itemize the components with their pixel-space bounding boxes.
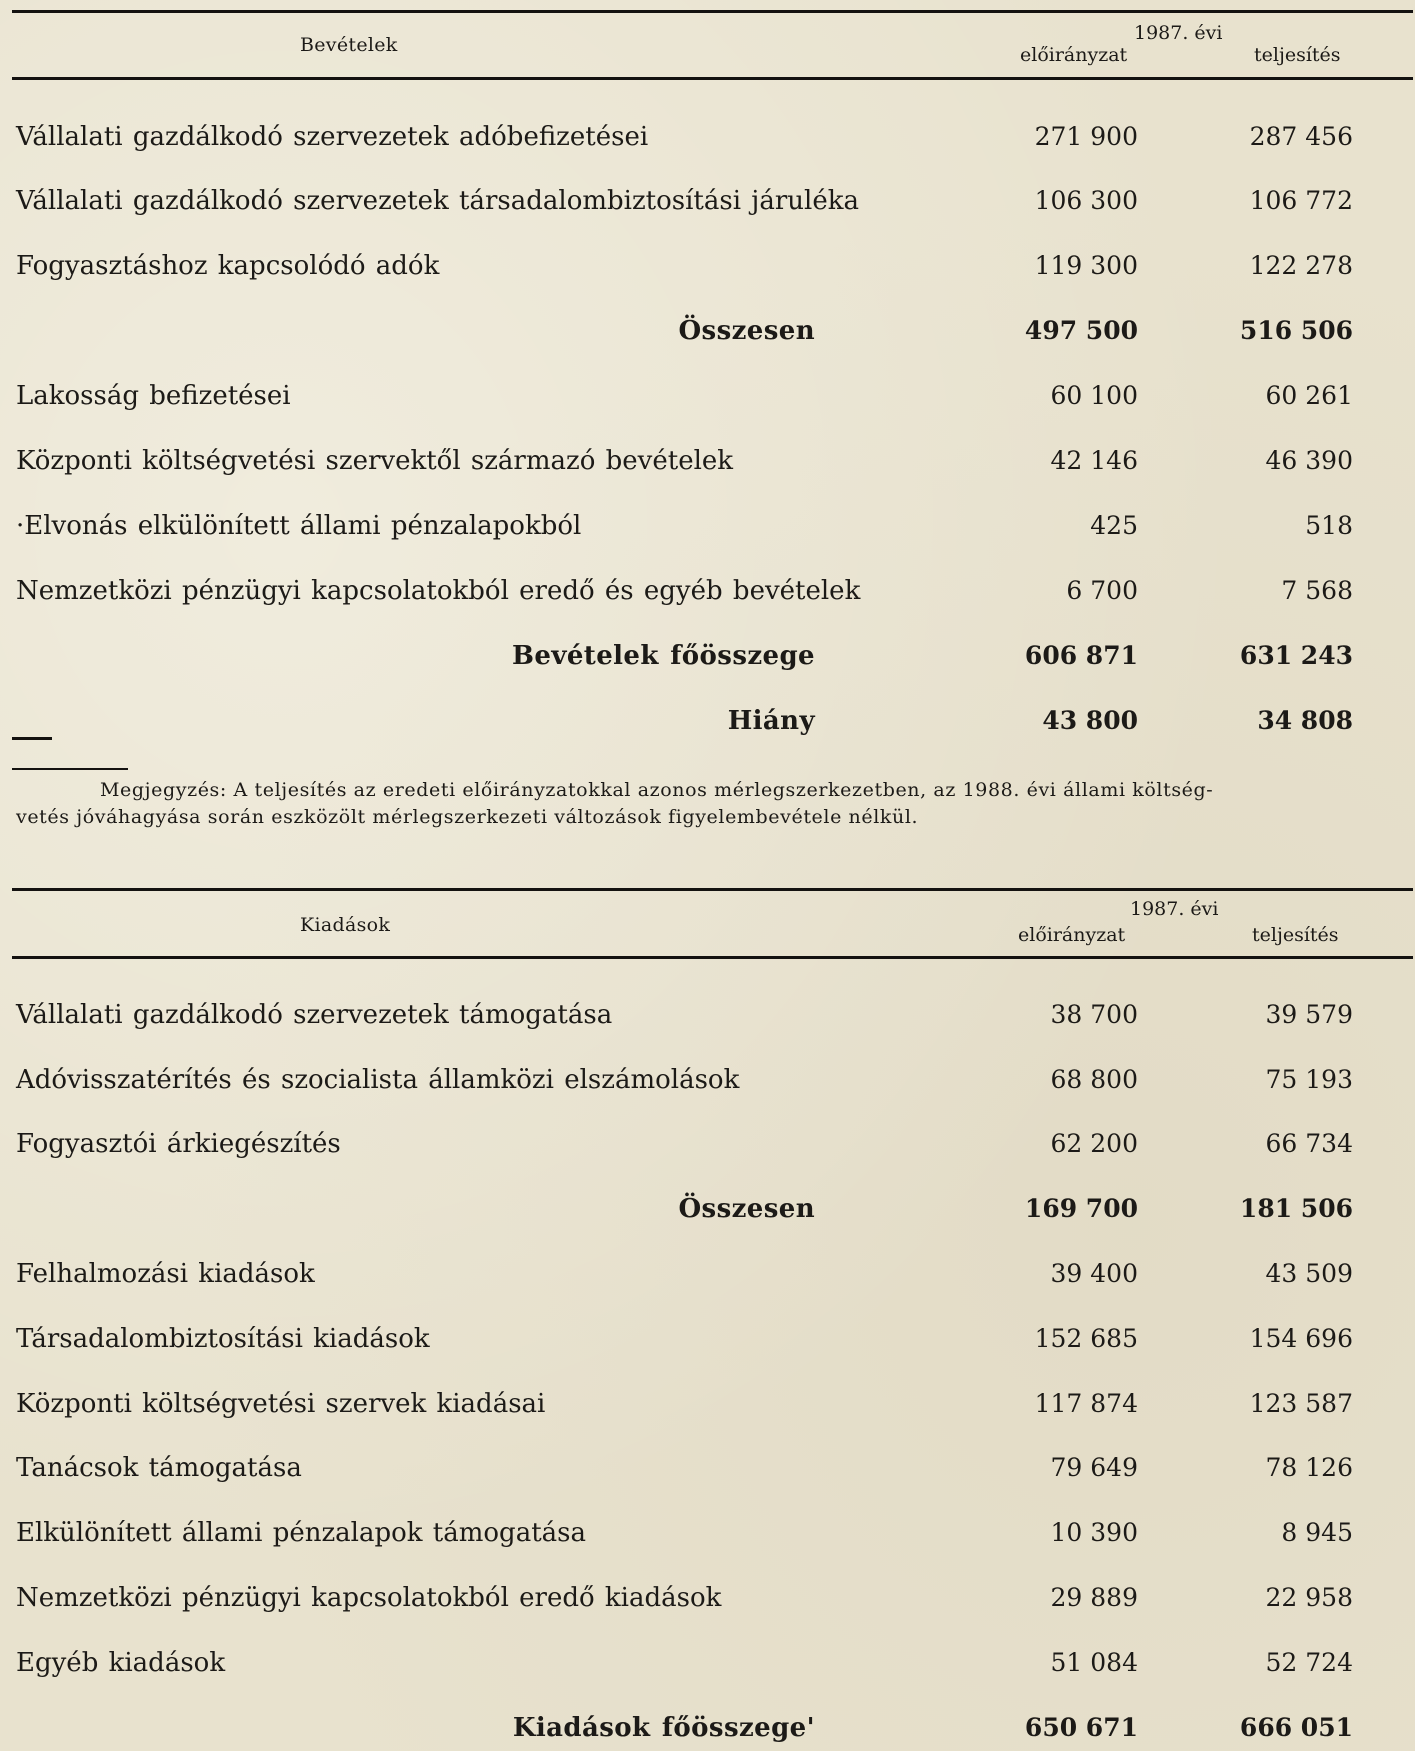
actual-value: 22 958	[1265, 1583, 1353, 1612]
expenditure-top-rule	[12, 888, 1413, 891]
expenditure-row	[0, 1060, 1415, 1100]
total-label: Hiány	[727, 706, 815, 736]
actual-value: 7 568	[1281, 576, 1353, 605]
actual-value: 78 126	[1265, 1453, 1353, 1482]
expenditure-row	[0, 1643, 1415, 1683]
row-label: ·Elvonás elkülönített állami pénzalapokból	[16, 511, 582, 541]
revenue-row	[0, 441, 1415, 481]
actual-value: 39 579	[1265, 1000, 1353, 1029]
appropriation-value: 39 400	[1050, 1259, 1138, 1288]
appropriation-value: 68 800	[1050, 1065, 1138, 1094]
appropriation-value: 606 871	[1024, 641, 1138, 670]
row-label: Adóvisszatérítés és szocialista államközi elszámolások	[16, 1065, 740, 1095]
expenditure-row	[0, 1124, 1415, 1164]
actual-value: 106 772	[1249, 186, 1353, 215]
expenditure-col1-header: előirányzat	[1018, 924, 1126, 946]
revenue-col1-header: előirányzat	[1020, 44, 1128, 66]
actual-value: 8 945	[1281, 1518, 1353, 1547]
row-label: Tanácsok támogatása	[16, 1453, 302, 1483]
row-label: Felhalmozási kiadások	[16, 1259, 315, 1289]
revenue-year-header: 1987. évi	[1134, 22, 1223, 44]
actual-value: 154 696	[1249, 1324, 1353, 1353]
revenue-section-header: Bevételek	[300, 34, 398, 56]
revenue-top-rule	[12, 10, 1413, 13]
actual-value: 75 193	[1265, 1065, 1353, 1094]
footnote	[16, 777, 1386, 831]
row-label: Társadalombiztosítási kiadások	[16, 1324, 430, 1354]
actual-value: 516 506	[1239, 316, 1353, 345]
appropriation-value: 117 874	[1034, 1389, 1138, 1418]
actual-value: 60 261	[1265, 381, 1353, 410]
expenditure-section-header: Kiadások	[300, 914, 391, 936]
appropriation-value: 60 100	[1050, 381, 1138, 410]
appropriation-value: 29 889	[1050, 1583, 1138, 1612]
actual-value: 122 278	[1249, 251, 1353, 280]
appropriation-value: 62 200	[1050, 1129, 1138, 1158]
appropriation-value: 271 900	[1034, 122, 1138, 151]
expenditure-row	[0, 1384, 1415, 1424]
expenditure-row	[0, 1578, 1415, 1618]
expenditure-year-header: 1987. évi	[1130, 898, 1219, 920]
expenditure-row	[0, 1254, 1415, 1294]
row-label: Nemzetközi pénzügyi kapcsolatokból eredő kiadások	[16, 1583, 722, 1613]
expenditure-row	[0, 1319, 1415, 1359]
total-label: Kiadások főösszege'	[512, 1713, 815, 1743]
appropriation-value: 119 300	[1034, 251, 1138, 280]
revenue-row	[0, 117, 1415, 157]
actual-value: 518	[1305, 511, 1353, 540]
revenue-row	[0, 376, 1415, 416]
row-label: Fogyasztáshoz kapcsolódó adók	[16, 251, 440, 281]
revenue-total-row	[0, 311, 1415, 351]
actual-value: 66 734	[1265, 1129, 1353, 1158]
expenditure-total-row	[0, 1189, 1415, 1229]
revenue-row	[0, 181, 1415, 221]
appropriation-value: 650 671	[1024, 1713, 1138, 1742]
note-dash	[12, 737, 52, 740]
expenditure-col2-header: teljesítés	[1252, 924, 1339, 946]
actual-value: 46 390	[1265, 446, 1353, 475]
appropriation-value: 106 300	[1034, 186, 1138, 215]
expenditure-header-rule	[12, 956, 1413, 959]
expenditure-row	[0, 1513, 1415, 1553]
total-label: Összesen	[678, 1194, 815, 1224]
appropriation-value: 38 700	[1050, 1000, 1138, 1029]
appropriation-value: 169 700	[1024, 1194, 1138, 1223]
appropriation-value: 152 685	[1034, 1324, 1138, 1353]
appropriation-value: 10 390	[1050, 1518, 1138, 1547]
actual-value: 181 506	[1239, 1194, 1353, 1223]
appropriation-value: 497 500	[1024, 316, 1138, 345]
actual-value: 43 509	[1265, 1259, 1353, 1288]
appropriation-value: 6 700	[1066, 576, 1138, 605]
row-label: Központi költségvetési szervek kiadásai	[16, 1389, 546, 1419]
row-label: Lakosság befizetései	[16, 381, 291, 411]
actual-value: 287 456	[1249, 122, 1353, 151]
appropriation-value: 42 146	[1050, 446, 1138, 475]
row-label: Egyéb kiadások	[16, 1648, 226, 1678]
revenue-row	[0, 246, 1415, 286]
actual-value: 666 051	[1239, 1713, 1353, 1742]
revenue-total-row	[0, 636, 1415, 676]
footnote-line-2: vetés jóváhagyása során eszközölt mérlegszerkezeti változások figyelembevétele nélkül.	[16, 806, 919, 828]
row-label: Elkülönített állami pénzalapok támogatása	[16, 1518, 586, 1548]
revenue-row	[0, 571, 1415, 611]
actual-value: 52 724	[1265, 1648, 1353, 1677]
revenue-col2-header: teljesítés	[1254, 44, 1341, 66]
appropriation-value: 425	[1090, 511, 1138, 540]
appropriation-value: 43 800	[1042, 706, 1138, 735]
row-label: Központi költségvetési szervektől származó bevételek	[16, 446, 734, 476]
appropriation-value: 51 084	[1050, 1648, 1138, 1677]
expenditure-total-row	[0, 1708, 1415, 1748]
expenditure-row	[0, 995, 1415, 1035]
actual-value: 123 587	[1249, 1389, 1353, 1418]
actual-value: 631 243	[1239, 641, 1353, 670]
note-rule	[12, 768, 128, 770]
appropriation-value: 79 649	[1050, 1453, 1138, 1482]
revenue-total-row	[0, 701, 1415, 741]
actual-value: 34 808	[1257, 706, 1353, 735]
expenditure-row	[0, 1448, 1415, 1488]
revenue-header-rule	[12, 77, 1413, 80]
row-label: Vállalati gazdálkodó szervezetek támogatása	[16, 1000, 613, 1030]
footnote-line-1: Megjegyzés: A teljesítés az eredeti előirányzatokkal azonos mérlegszerkezetben, az 1988. évi állami költség-	[100, 779, 1214, 801]
total-label: Összesen	[678, 316, 815, 346]
row-label: Vállalati gazdálkodó szervezetek adóbefizetései	[16, 122, 649, 152]
row-label: Nemzetközi pénzügyi kapcsolatokból eredő és egyéb bevételek	[16, 576, 861, 606]
row-label: Vállalati gazdálkodó szervezetek társadalombiztosítási járuléka	[16, 186, 859, 216]
row-label: Fogyasztói árkiegészítés	[16, 1129, 341, 1159]
total-label: Bevételek főösszege	[512, 641, 815, 671]
revenue-row	[0, 506, 1415, 546]
